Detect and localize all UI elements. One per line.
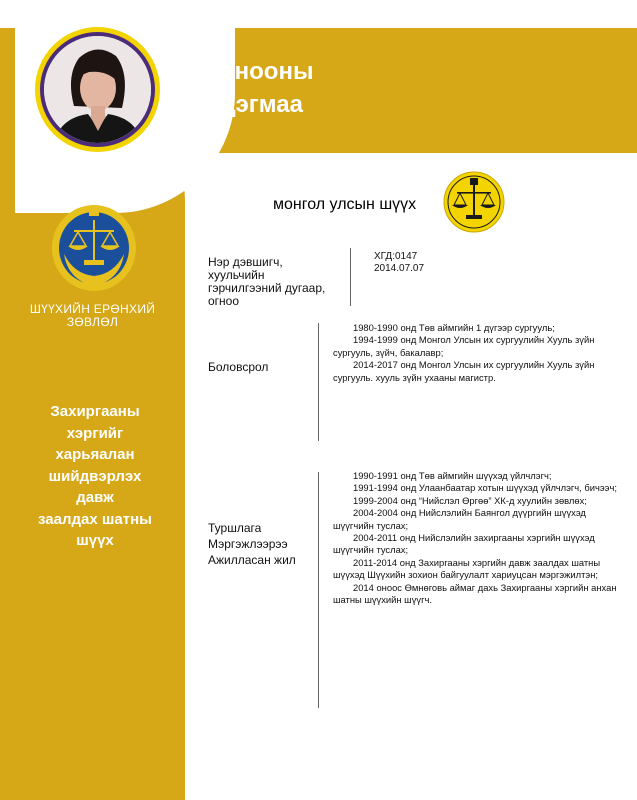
list-item: 1991-1994 онд Улаанбаатар хотын шүүхэд үйлчлэгч, бичээч; <box>353 482 617 494</box>
last-name: Цэцэгмаа <box>190 91 303 118</box>
scales-emblem-icon <box>50 200 138 292</box>
certificate-info <box>374 251 424 275</box>
list-item: 2004-2011 онд Нийслэлийн захиргааны хэргийн шүүхэд шүүгчийн туслах; <box>333 532 595 556</box>
list-item: 2014-2017 онд Монгол Улсын их сургуулийн Хууль зүйн сургууль. хууль зүйн ухааны магистр. <box>333 359 595 383</box>
list-item: 1994-1999 онд Монгол Улсын их сургуулийн Хууль зүйн сургууль, зүйч, бакалавр; <box>333 334 595 358</box>
council-name: ШҮҮХИЙН ЕРӨНХИЙ ЗӨВЛӨЛ <box>29 302 156 329</box>
experience-list <box>333 470 623 606</box>
list-item: 2011-2014 онд Захиргааны хэргийн давж заалдах шатны шүүхэд Шүүхийн зохион байгуулалт хариуцсан мэргэжилтэн; <box>333 556 601 581</box>
nomination-label: Нэр дэвшигч, хуульчийн гэрчилгээний дугаар, огноо <box>208 255 326 308</box>
list-item: 2014 оноос Өмнөговь аймаг дахь Захиргааны хэргийн анхан шатны шүүхийн шүүгч. <box>333 581 617 606</box>
judicial-council-emblem <box>50 200 138 297</box>
list-item: 1980-1990 онд Төв аймгийн 1 дүгээр сургууль; <box>353 322 555 333</box>
court-scales-icon <box>443 171 505 233</box>
certificate-number: ХГД:0147 <box>374 251 418 262</box>
education-list <box>333 322 623 384</box>
divider-line <box>318 323 319 441</box>
divider-line <box>318 472 319 708</box>
photo-frame <box>35 27 160 152</box>
divider-line <box>350 248 351 306</box>
experience-label: Туршлага Мэргэжлээрээ Ажилласан жил <box>208 521 296 567</box>
court-type-title: Захиргааны хэргийг харьяалан шийдвэрлэх давж заалдах шатны шүүх <box>38 403 152 549</box>
person-portrait-icon <box>44 36 151 143</box>
profile-photo <box>44 36 151 143</box>
court-name: монгол улсын шүүх <box>273 196 417 213</box>
certificate-date: 2014.07.07 <box>374 263 425 274</box>
first-name: Могнооны <box>190 58 314 85</box>
person-name <box>190 55 313 121</box>
list-item: 1999-2004 онд “Нийслэл Өргөө” ХК-д хуулийн зөвлөх; <box>353 494 587 506</box>
education-label: Боловсрол <box>208 360 269 374</box>
court-seal <box>443 171 505 238</box>
list-item: 1990-1991 онд Төв аймгийн шүүхэд үйлчлэгч; <box>353 470 552 481</box>
list-item: 2004-2004 онд Нийслэлийн Баянгол дүүргийн шүүхэд шүүгчийн туслах; <box>333 507 586 531</box>
